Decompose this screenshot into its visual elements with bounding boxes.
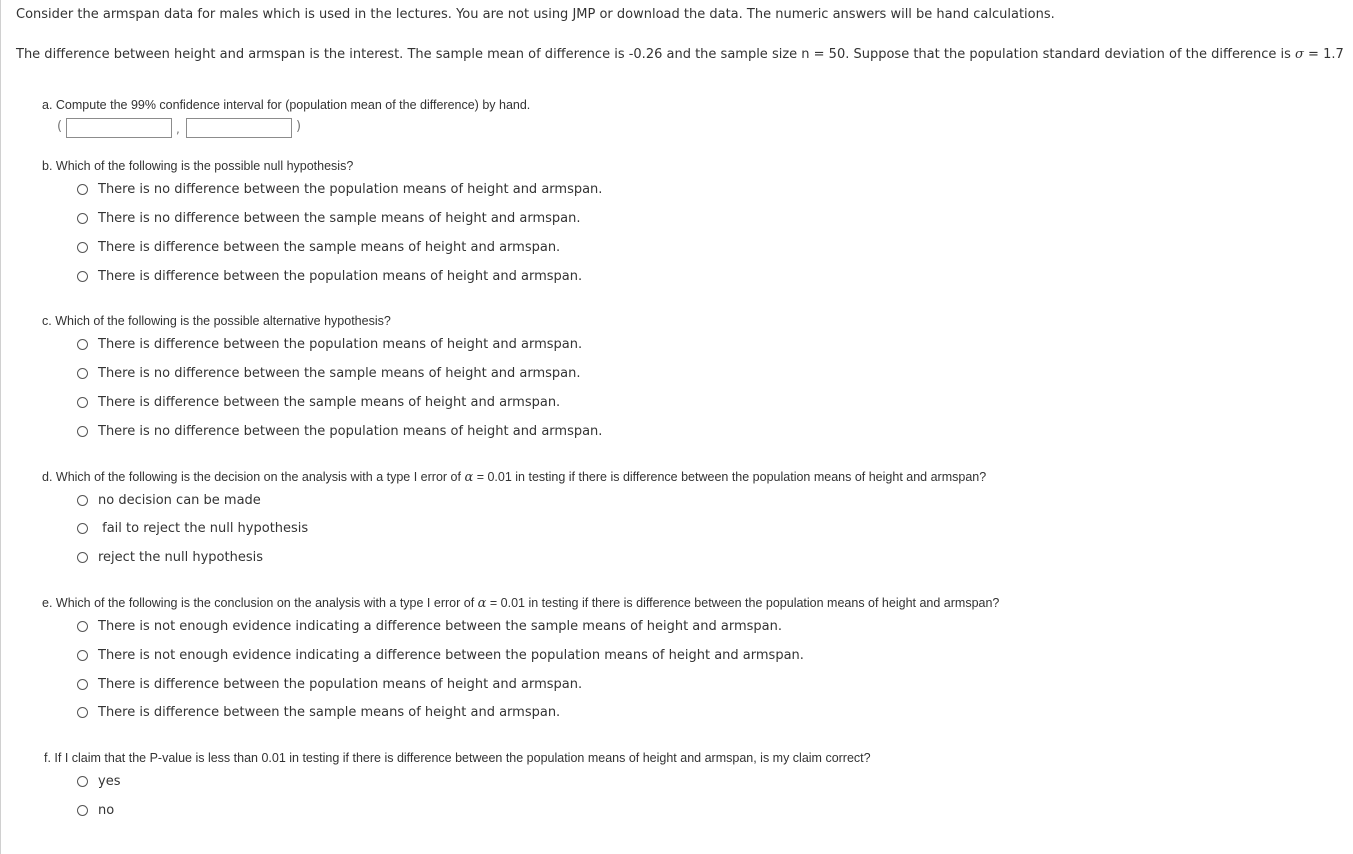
question-a-prompt: a. Compute the 99% confidence interval for (population mean of the difference) by hand. xyxy=(42,98,531,112)
ci-upper-bound-input[interactable] xyxy=(186,118,292,138)
radio-button[interactable] xyxy=(77,397,88,408)
option-label: There is difference between the population means of height and armspan. xyxy=(98,336,583,352)
radio-button[interactable] xyxy=(77,776,88,787)
question-b-option-1[interactable] xyxy=(77,180,602,198)
sigma-value-text: = 1.7 xyxy=(1303,47,1344,62)
radio-button[interactable] xyxy=(77,679,88,690)
alpha-symbol: α xyxy=(477,596,487,611)
option-label: There is difference between the population means of height and armspan. xyxy=(98,676,583,692)
option-label: There is no difference between the population means of height and armspan. xyxy=(98,423,603,439)
radio-button[interactable] xyxy=(77,650,88,661)
question-c-option-2[interactable] xyxy=(77,364,581,382)
question-d-option-1[interactable] xyxy=(77,491,261,509)
question-c-option-3[interactable] xyxy=(77,393,560,411)
question-f-option-yes[interactable] xyxy=(77,772,120,790)
problem-statement-line-1: Consider the armspan data for males which is used in the lectures. You are not using JMP or download the data. The numeric answers will be hand calculations. xyxy=(16,7,1055,22)
question-c-option-4[interactable] xyxy=(77,422,602,440)
option-label: There is no difference between the sample means of height and armspan. xyxy=(98,365,581,381)
option-label: fail to reject the null hypothesis xyxy=(98,520,309,536)
problem-statement-text: The difference between height and armspan is the interest. The sample mean of difference is -0.26 and the sample size n = 50. Suppose that the population standard deviation of the difference is xyxy=(16,47,1296,62)
radio-button[interactable] xyxy=(77,552,88,563)
radio-button[interactable] xyxy=(77,271,88,282)
ci-lower-bound-input[interactable] xyxy=(66,118,172,138)
radio-button[interactable] xyxy=(77,495,88,506)
option-label: no decision can be made xyxy=(98,492,261,508)
question-e-text-rest: = 0.01 in testing if there is difference between the population means of height and armspan? xyxy=(486,596,1000,610)
question-e-prompt xyxy=(42,596,999,611)
question-d-text: d. Which of the following is the decision on the analysis with a type I error of xyxy=(42,470,465,484)
option-label: reject the null hypothesis xyxy=(98,549,263,565)
ci-close-paren: ) xyxy=(296,119,302,134)
option-label: There is difference between the sample means of height and armspan. xyxy=(98,704,561,720)
problem-statement-line-2 xyxy=(16,47,1344,62)
alpha-symbol: α xyxy=(464,470,474,485)
radio-button[interactable] xyxy=(77,213,88,224)
radio-button[interactable] xyxy=(77,426,88,437)
option-label: There is difference between the population means of height and armspan. xyxy=(98,268,583,284)
option-label: yes xyxy=(98,773,121,789)
question-b-prompt: b. Which of the following is the possible null hypothesis? xyxy=(42,159,354,173)
option-label: no xyxy=(98,802,115,818)
radio-button[interactable] xyxy=(77,523,88,534)
question-e-option-1[interactable] xyxy=(77,617,782,635)
question-e-option-4[interactable] xyxy=(77,703,560,721)
question-b-option-4[interactable] xyxy=(77,267,582,285)
option-label: There is not enough evidence indicating a difference between the population means of height and armspan. xyxy=(98,647,804,663)
radio-button[interactable] xyxy=(77,368,88,379)
question-f-prompt: f. If I claim that the P-value is less than 0.01 in testing if there is difference between the population means of height and armspan, is my claim correct? xyxy=(44,751,871,765)
radio-button[interactable] xyxy=(77,184,88,195)
option-label: There is difference between the sample means of height and armspan. xyxy=(98,239,561,255)
radio-button[interactable] xyxy=(77,339,88,350)
radio-button[interactable] xyxy=(77,805,88,816)
question-e-option-3[interactable] xyxy=(77,675,582,693)
question-c-option-1[interactable] xyxy=(77,335,582,353)
question-b-option-2[interactable] xyxy=(77,209,581,227)
option-label: There is not enough evidence indicating a difference between the sample means of height and armspan. xyxy=(98,618,782,634)
question-d-prompt xyxy=(42,470,986,485)
question-e-option-2[interactable] xyxy=(77,646,804,664)
radio-button[interactable] xyxy=(77,242,88,253)
radio-button[interactable] xyxy=(77,707,88,718)
question-e-text: e. Which of the following is the conclusion on the analysis with a type I error of xyxy=(42,596,478,610)
radio-button[interactable] xyxy=(77,621,88,632)
question-b-option-3[interactable] xyxy=(77,238,560,256)
question-c-prompt: c. Which of the following is the possible alternative hypothesis? xyxy=(42,314,391,328)
left-border xyxy=(0,0,1,854)
ci-open-paren: ( xyxy=(57,119,63,134)
option-label: There is difference between the sample means of height and armspan. xyxy=(98,394,561,410)
question-d-option-2[interactable] xyxy=(77,519,308,537)
sigma-symbol: σ xyxy=(1295,47,1304,62)
ci-comma: , xyxy=(176,122,180,136)
question-d-option-3[interactable] xyxy=(77,548,263,566)
option-label: There is no difference between the population means of height and armspan. xyxy=(98,181,603,197)
option-label: There is no difference between the sample means of height and armspan. xyxy=(98,210,581,226)
question-f-option-no[interactable] xyxy=(77,801,114,819)
question-d-text-rest: = 0.01 in testing if there is difference between the population means of height and armspan? xyxy=(473,470,987,484)
